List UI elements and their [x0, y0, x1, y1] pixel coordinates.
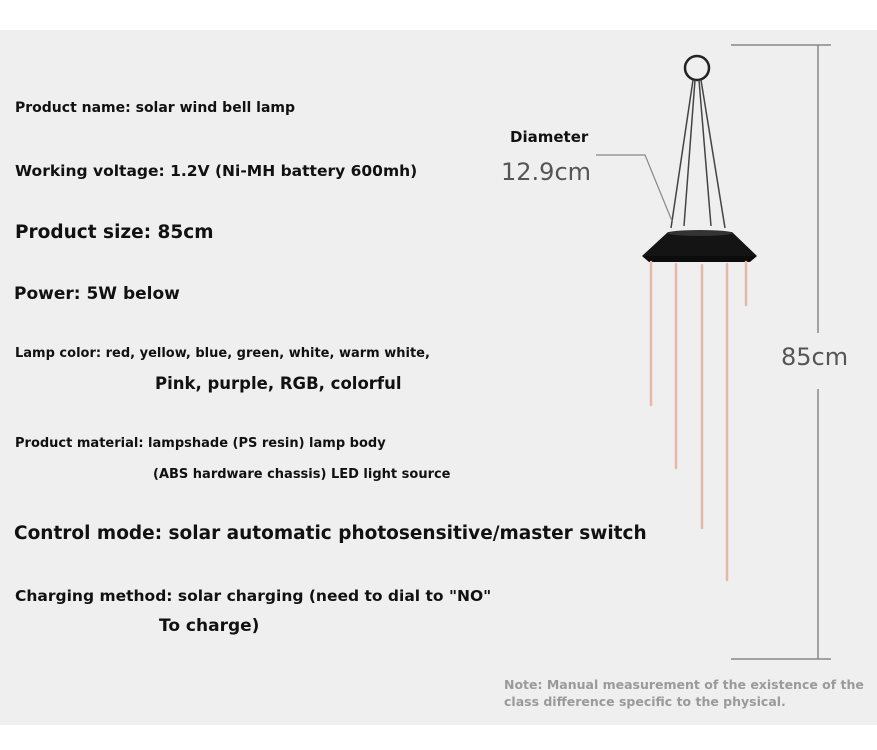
- spec-charging-line2: To charge): [159, 616, 260, 636]
- spec-charging-line1: Charging method: solar charging (need to dial to "NO": [15, 587, 492, 605]
- spec-product-name: Product name: solar wind bell lamp: [15, 100, 296, 116]
- diameter-label: Diameter: [510, 128, 589, 146]
- spec-product-size: Product size: 85cm: [15, 222, 214, 243]
- height-value: 85cm: [781, 343, 849, 371]
- hanging-ring-icon: [685, 56, 709, 80]
- spec-working-voltage: Working voltage: 1.2V (Ni-MH battery 600mh): [15, 162, 418, 180]
- spec-lamp-color-line1: Lamp color: red, yellow, blue, green, white, warm white,: [15, 346, 430, 361]
- spec-material-line1: Product material: lampshade (PS resin) lamp body: [15, 436, 386, 451]
- diameter-value: 12.9cm: [501, 158, 592, 186]
- hanging-strings: [671, 80, 725, 228]
- light-tubes: [651, 262, 746, 580]
- diameter-leader-line: [596, 155, 672, 221]
- spec-material-line2: (ABS hardware chassis) LED light source: [153, 467, 451, 482]
- measurement-note: Note: Manual measurement of the existence of the class difference specific to the physical.: [504, 677, 864, 709]
- spec-control-mode: Control mode: solar automatic photosensitive/master switch: [14, 523, 647, 544]
- spec-power: Power: 5W below: [14, 284, 180, 304]
- spec-lamp-color-line2: Pink, purple, RGB, colorful: [155, 374, 402, 393]
